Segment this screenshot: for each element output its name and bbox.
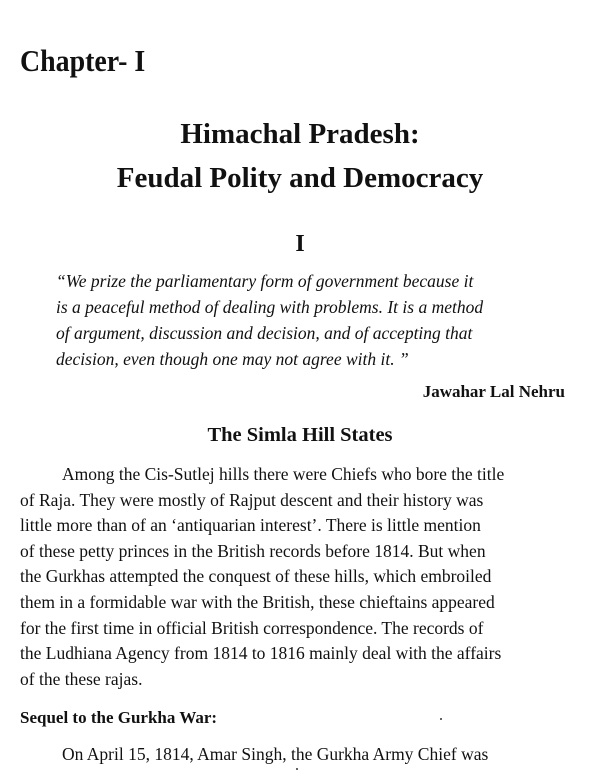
paragraph-line: for the first time in official British correspondence. The records of — [20, 617, 484, 638]
paragraph-line: the Ludhiana Agency from 1814 to 1816 mainly deal with the affairs — [20, 643, 502, 664]
paragraph-line: of Raja. They were mostly of Rajput descent and their history was — [20, 489, 484, 510]
paragraph-line: of the these rajas. — [20, 668, 143, 689]
paragraph-line: the Gurkhas attempted the conquest of these hills, which embroiled — [20, 566, 492, 587]
next-paragraph-line: On April 15, 1814, Amar Singh, the Gurkha Army Chief was — [62, 744, 489, 764]
epigraph-author: Jawahar Lal Nehru — [422, 382, 565, 401]
epigraph-line: is a peaceful method of dealing with problems. It is a method — [56, 297, 484, 317]
epigraph-line: “We prize the parliamentary form of government because it — [56, 271, 474, 291]
epigraph-quote — [56, 268, 556, 372]
side-heading: Sequel to the Gurkha War: — [20, 708, 218, 727]
paragraph-line: little more than of an ‘antiquarian interest’. There is little mention — [20, 515, 481, 536]
chapter-title-line-1: Himachal Pradesh: — [180, 118, 420, 150]
paragraph-line: Among the Cis-Sutlej hills there were Chiefs who bore the title — [62, 464, 505, 484]
section-numeral: I — [295, 231, 305, 257]
section-heading: The Simla Hill States — [207, 424, 393, 446]
print-speck — [296, 768, 298, 770]
chapter-title-line-2: Feudal Polity and Democracy — [116, 162, 484, 194]
paragraph-line: of these petty princes in the British records before 1814. But when — [20, 540, 486, 561]
chapter-label: Chapter- I — [20, 43, 146, 78]
epigraph-line: of argument, discussion and decision, and of accepting that — [56, 323, 473, 343]
paragraph-line: them in a formidable war with the British, these chieftains appeared — [20, 591, 495, 612]
body-paragraph — [20, 462, 585, 692]
print-speck — [440, 718, 442, 720]
epigraph-line: decision, even though one may not agree with it. ” — [56, 349, 409, 369]
